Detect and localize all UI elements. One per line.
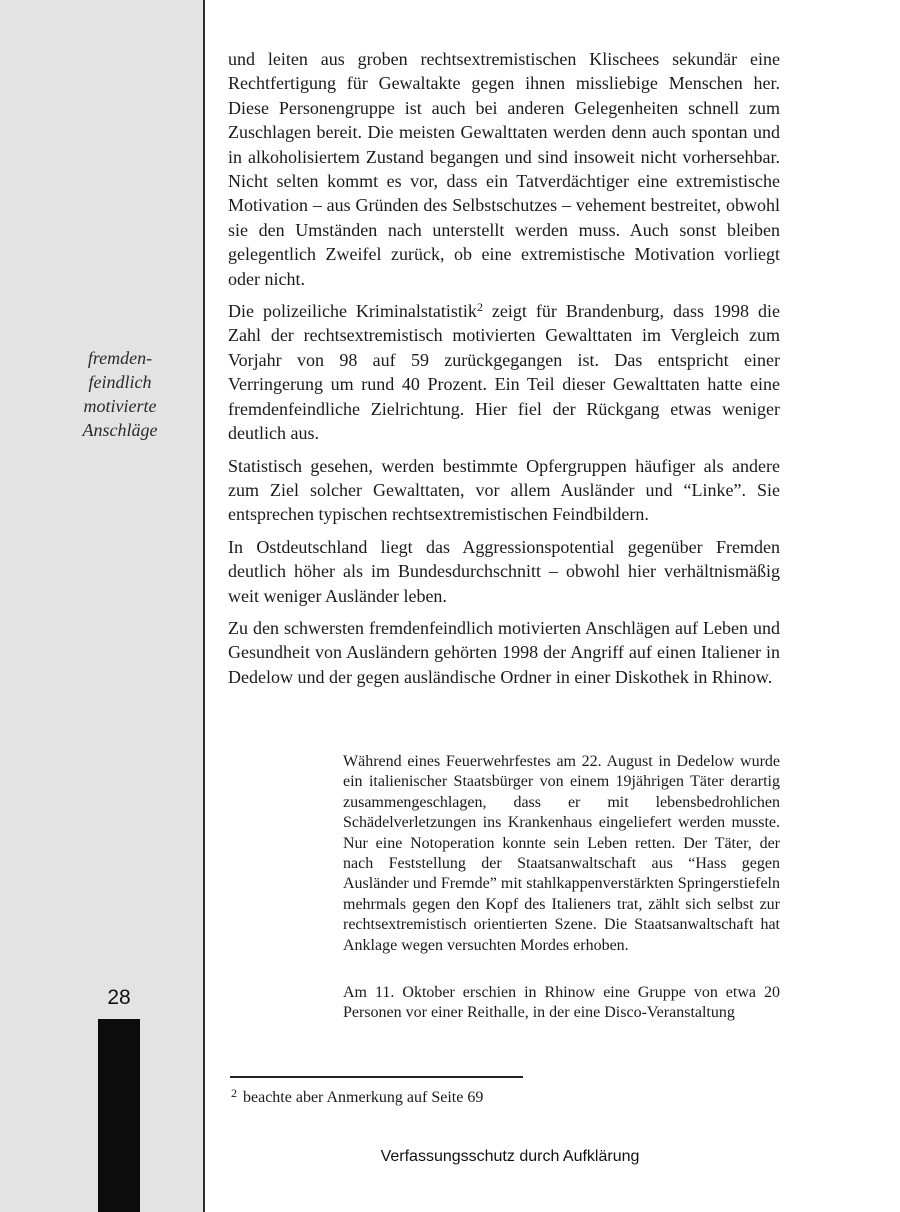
footnote-text: beachte aber Anmerkung auf Seite 69 — [243, 1089, 484, 1106]
paragraph-text: Die polizeiliche Kriminalstatistik — [228, 301, 477, 322]
paragraph — [228, 299, 780, 445]
footnote-divider — [230, 1076, 523, 1078]
footnote-marker: 2 — [231, 1086, 237, 1100]
paragraph: In Ostdeutschland liegt das Aggressionspotential gegenüber Fremden deutlich höher als im Bundesdurchschnitt – obwohl hier verhältnismäßig weit weniger Ausländer leben. — [228, 536, 780, 606]
page-footer: Verfassungsschutz durch Aufklärung — [380, 1148, 640, 1165]
example-block — [343, 752, 780, 1024]
page-number: 28 — [107, 986, 131, 1009]
margin-note-line: motivierte — [83, 396, 157, 416]
margin-note-line: fremden- — [87, 348, 153, 368]
main-text — [228, 47, 780, 697]
margin-note — [55, 346, 185, 442]
sidebar-divider — [203, 0, 205, 1212]
paragraph: und leiten aus groben rechtsextremistischen Klischees sekundär eine Rechtfertigung für Gewaltakte gegen ihnen missliebige Menschen her. Diese Personengruppe ist auch bei anderen Gelegenheiten schnell zum Zuschlagen bereit. Die meisten Gewalttaten werden denn auch spontan und in alkoholisiertem Zustand begangen und sind insoweit nicht vorhersehbar. Nicht selten kommt es vor, dass ein Tatverdächtiger eine extremistische Motivation – aus Gründen des Selbstschutzes – vehement bestreitet, obwohl sie den Umständen nach unterstellt werden muss. Auch sonst bleiben gelegentlich Zweifel zurück, ob eine extremistische Motivation vorliegt oder nicht. — [228, 49, 780, 289]
margin-note-line: Anschläge — [82, 420, 158, 440]
paragraph-text: zeigt für Brandenburg, dass 1998 die Zahl der rechtsextremistisch motivierten Gewalttaten im Vergleich zum Vorjahr von 98 auf 59 zurückgegangen ist. Das entspricht einer Verringerung um rund 40 Prozent. Ein Teil dieser Gewalttaten hatte eine fremdenfeindliche Zielrichtung. Hier fiel der Rückgang etwas weniger deutlich aus. — [228, 301, 780, 444]
example-paragraph: Während eines Feuerwehrfestes am 22. August in Dedelow wurde ein italienischer Staatsbürger von einem 19jährigen Täter derartig zusammengeschlagen, dass er mit lebensbedrohlichen Schädelverletzungen ins Krankenhaus eingeliefert werden musste. Nur eine Notoperation konnte sein Leben retten. Der Täter, der nach Feststellung der Staatsanwaltschaft aus “Hass gegen Ausländer und Fremde” mit stahlkappenverstärkten Springerstiefeln mehrmals gegen den Kopf des Italieners trat, zählt sich selbst zur rechtsextremistisch orientierten Szene. Die Staatsanwaltschaft hat Anklage wegen versuchten Mordes erhoben. — [343, 753, 780, 954]
paragraph: Statistisch gesehen, werden bestimmte Opfergruppen häufiger als andere zum Ziel solcher Gewalttaten, vor allem Ausländer und “Linke”. Sie entsprechen typischen rechtsextremistischen Feindbildern. — [228, 455, 780, 525]
footnote-reference[interactable]: 2 — [476, 300, 483, 315]
footnote — [231, 1088, 681, 1108]
page-tab-bar — [98, 1019, 140, 1212]
paragraph: Zu den schwersten fremdenfeindlich motivierten Anschlägen auf Leben und Gesundheit von Ausländern gehörten 1998 der Angriff auf einen Italiener in Dedelow und der gegen ausländische Ordner in einer Diskothek in Rhinow. — [228, 617, 780, 687]
example-paragraph: Am 11. Oktober erschien in Rhinow eine Gruppe von etwa 20 Personen vor einer Reithalle, in der eine Disco-Veranstaltung — [343, 984, 780, 1022]
margin-note-line: feindlich — [88, 372, 152, 392]
